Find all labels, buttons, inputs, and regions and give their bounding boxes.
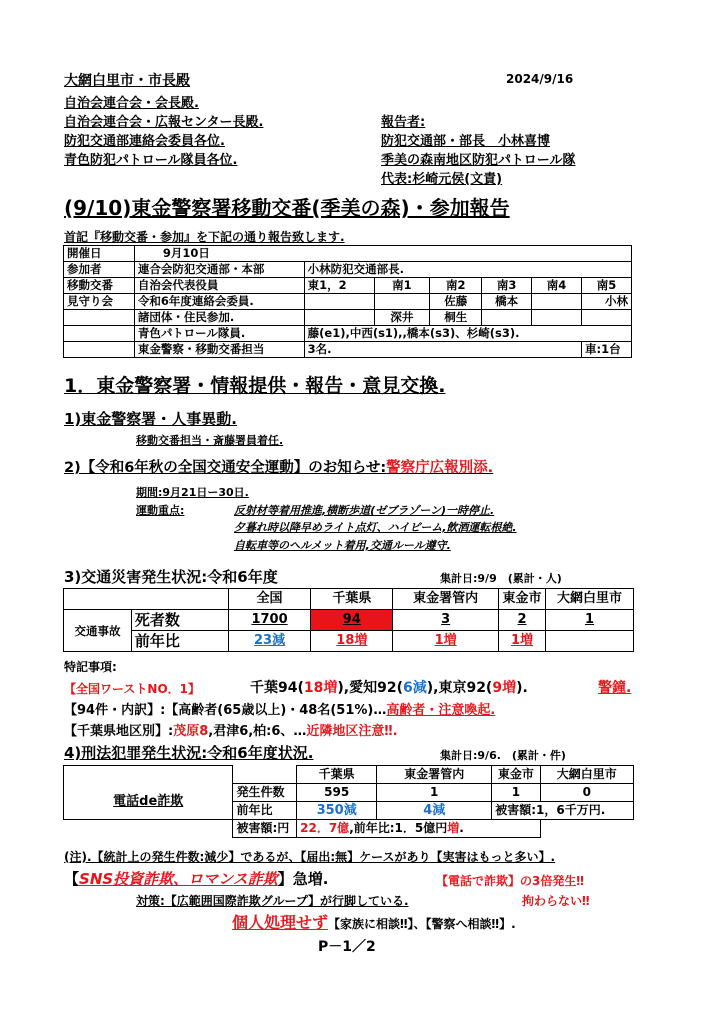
intro-text: 首記『移動交番・参加』を下記の通り報告致します. (64, 230, 345, 244)
sub4-tally: 集計日:9/6. (累計・件) (440, 749, 566, 762)
campaign-period: 期間:9月21日ー30日. (136, 486, 249, 499)
deaths-label: 死者数 (131, 610, 228, 631)
deaths-togane-city: 2 (499, 610, 546, 631)
row5-label: 青色パトロール隊員. (134, 326, 304, 342)
recipient-mayor: 大網白里市・市長殿 (64, 73, 190, 89)
col4-chiba: 千葉県 (297, 766, 377, 784)
col-togane-district: 東金署管内 (393, 589, 499, 610)
focus-label: 運動重点: (136, 504, 185, 517)
sub2-title-red: 警察庁広報別添. (386, 460, 494, 476)
prev-chiba: 18増 (311, 631, 393, 652)
col4-togane-city: 東金市 (492, 766, 540, 784)
row2-label: 自治会代表役員 (134, 278, 304, 294)
sns-open: 【 (64, 870, 80, 888)
sub3-tally: 集計日:9/9 (累計・人) (440, 572, 562, 585)
measure (136, 892, 409, 909)
phone-3x: 【電話で詐欺】の3倍発生‼ (436, 874, 584, 888)
deaths-togane-district: 3 (393, 610, 499, 631)
col-national: 全国 (228, 589, 311, 610)
n2b: 高齢者・注意喚起. (386, 703, 496, 718)
sns-scam: SNS投資詐欺、ロマンス詐欺 (79, 870, 278, 888)
n1b: 18増 (303, 680, 338, 696)
row1-label: 連合会防犯交通部・本部 (134, 262, 304, 278)
self-line (232, 910, 516, 933)
area-s5: 南5 (581, 278, 631, 294)
worst-badge: 【全国ワーストNO．1】 (64, 682, 200, 696)
reporter-label: 報告者: (381, 115, 426, 130)
sns-line (64, 868, 328, 889)
stat-note: (注).【統計上の発生件数:減少】であるが、【届出:無】ケースがあり【実害はもっと多い】. (64, 850, 556, 864)
notes-label: 特記事項: (64, 660, 117, 674)
member-kiryu: 桐生 (430, 310, 482, 326)
recipient-assoc-chair: 自治会連合会・会長殿. (64, 96, 199, 111)
n1g: ). (516, 680, 528, 696)
member-sato: 佐藤 (430, 294, 482, 310)
deaths-oamishirasato: 1 (546, 610, 634, 631)
reporter-rep: 代表:杉崎元侯(文責) (381, 172, 503, 187)
alarm-text: 警鐘. (598, 680, 632, 696)
prev-national: 23減 (228, 631, 311, 652)
reporter-patrol: 季美の森南地区防犯パトロール隊 (381, 153, 576, 168)
prev4-label: 前年比 (233, 802, 297, 820)
member-hashimoto: 橋本 (482, 294, 532, 310)
n3d: 近隣地区注意‼. (306, 724, 398, 739)
attendance-table (63, 245, 632, 358)
crime-table (63, 765, 634, 838)
damage-label: 被害額:円 (233, 820, 297, 838)
member-kobayashi: 小林 (581, 294, 631, 310)
area-s1: 南1 (374, 278, 430, 294)
damage-rest: ,前年比:1．5億円 (349, 821, 448, 835)
n2a: 【94件・内訳】:【高齢者(65歳以上)・48名(51%)… (64, 703, 387, 718)
row4-label: 諸団体・住民参加. (134, 310, 304, 326)
n1c: ),愛知92( (337, 680, 403, 696)
focus-1: 反射材等着用推進,横断歩道(ゼブラゾーン)一時停止. (234, 504, 495, 517)
col-oamishirasato: 大網白里市 (546, 589, 634, 610)
damage-amount: 被害額:1，6千万円. (492, 802, 634, 820)
side-label-3: 見守り会 (64, 294, 135, 310)
row6-label: 東金警察・移動交番担当 (134, 342, 304, 358)
section1-title: 1．東金警察署・情報提供・報告・意見交換. (64, 375, 446, 397)
prev-togane-city: 1増 (499, 631, 546, 652)
prev-year-label: 前年比 (131, 631, 228, 652)
notes-line2 (64, 699, 495, 718)
phone-fraud-label: 電話de詐欺 (64, 784, 233, 820)
row6-value: 3名. (304, 342, 581, 358)
deaths-chiba: 94 (311, 610, 393, 631)
cases-oamishirasato: 0 (540, 784, 634, 802)
area-s3: 南3 (482, 278, 532, 294)
notes-line1 (250, 677, 528, 697)
prev4-togane-district: 4減 (377, 802, 492, 820)
row5-value: 藤(e1),中西(s1),,橋本(s3)、杉崎(s3). (304, 326, 631, 342)
sub1-body: 移動交番担当・斎藤署員着任. (136, 434, 284, 447)
damage-end: . (459, 821, 464, 835)
area-s2: 南2 (430, 278, 482, 294)
row3-label: 令和6年度連絡会委員. (134, 294, 304, 310)
sub2-title (64, 456, 493, 477)
sns-close: 】急増. (277, 870, 329, 888)
date-label: 開催日 (64, 246, 135, 262)
notes-line3 (64, 720, 398, 739)
col-chiba: 千葉県 (311, 589, 393, 610)
cases-togane-district: 1 (377, 784, 492, 802)
date-value: 9月10日 (134, 246, 631, 262)
n1d: 6減 (402, 680, 427, 696)
recipient-patrol: 青色防犯パトロール隊員各位. (64, 153, 238, 168)
cases-label: 発生件数 (233, 784, 297, 802)
col4-togane-district: 東金署管内 (377, 766, 492, 784)
cases-chiba: 595 (297, 784, 377, 802)
col-togane-city: 東金市 (499, 589, 546, 610)
focus-2: 夕暮れ時以降早めライト点灯、ハイビーム,飲酒運転根絶. (234, 521, 517, 534)
n1a: 千葉94( (250, 680, 304, 696)
traffic-accident-table (63, 588, 634, 652)
damage-value: 22．7億 (300, 821, 350, 835)
focus-3: 自転車等のヘルメット着用,交通ルール遵守. (234, 539, 451, 552)
sub4-title: 4)刑法犯罪発生状況:令和6年度状況. (64, 744, 314, 762)
self-text: 個人処理せず (232, 913, 329, 932)
deaths-national: 1700 (228, 610, 311, 631)
recipient-pr-center: 自治会連合会・広報センター長殿. (64, 115, 264, 130)
dont-engage: 拘わらない‼ (522, 894, 590, 908)
reporter-dept: 防犯交通部・部長 小林喜博 (381, 134, 551, 149)
page-number: P－1／2 (318, 939, 376, 955)
member-fukai: 深井 (374, 310, 430, 326)
n3c: ,君津6,柏:6、… (208, 724, 307, 739)
n1e: ),東京92( (426, 680, 493, 696)
side-label-2: 移動交番 (64, 278, 135, 294)
col4-oamishirasato: 大網白里市 (540, 766, 634, 784)
sub1-title: 1)東金警察署・人事異動. (64, 410, 237, 428)
report-date: 2024/9/16 (506, 72, 574, 86)
page-title: (9/10)東金警察署移動交番(季美の森)・参加報告 (64, 196, 510, 220)
row-traffic-accident: 交通事故 (64, 610, 132, 652)
area-s4: 南4 (532, 278, 582, 294)
damage-row (297, 820, 540, 838)
damage-inc: 増 (447, 821, 460, 835)
prev-togane-district: 1増 (393, 631, 499, 652)
prev4-chiba: 350減 (297, 802, 377, 820)
sub2-title-main: 2)【令和6年秋の全国交通安全運動】のお知らせ: (64, 460, 387, 476)
n1f: 9増 (492, 680, 517, 696)
consult-text: 【家族に相談‼】、【警察へ相談‼】. (328, 917, 516, 931)
recipient-committee: 防犯交通部連絡会委員各位. (64, 134, 225, 149)
row6-car: 車:1台 (581, 342, 631, 358)
cases-togane-city: 1 (492, 784, 540, 802)
n3a: 【千葉県地区別】: (64, 724, 174, 739)
row1-value: 小林防犯交通部長. (304, 262, 631, 278)
measure-text: 対策:【広範囲国際詐欺グループ】が行脚している. (136, 894, 409, 908)
sub3-title: 3)交通災害発生状況:令和6年度 (64, 568, 278, 586)
n3b: 茂原8 (173, 724, 209, 739)
side-label-1: 参加者 (64, 262, 135, 278)
area-east12: 東1，2 (304, 278, 374, 294)
